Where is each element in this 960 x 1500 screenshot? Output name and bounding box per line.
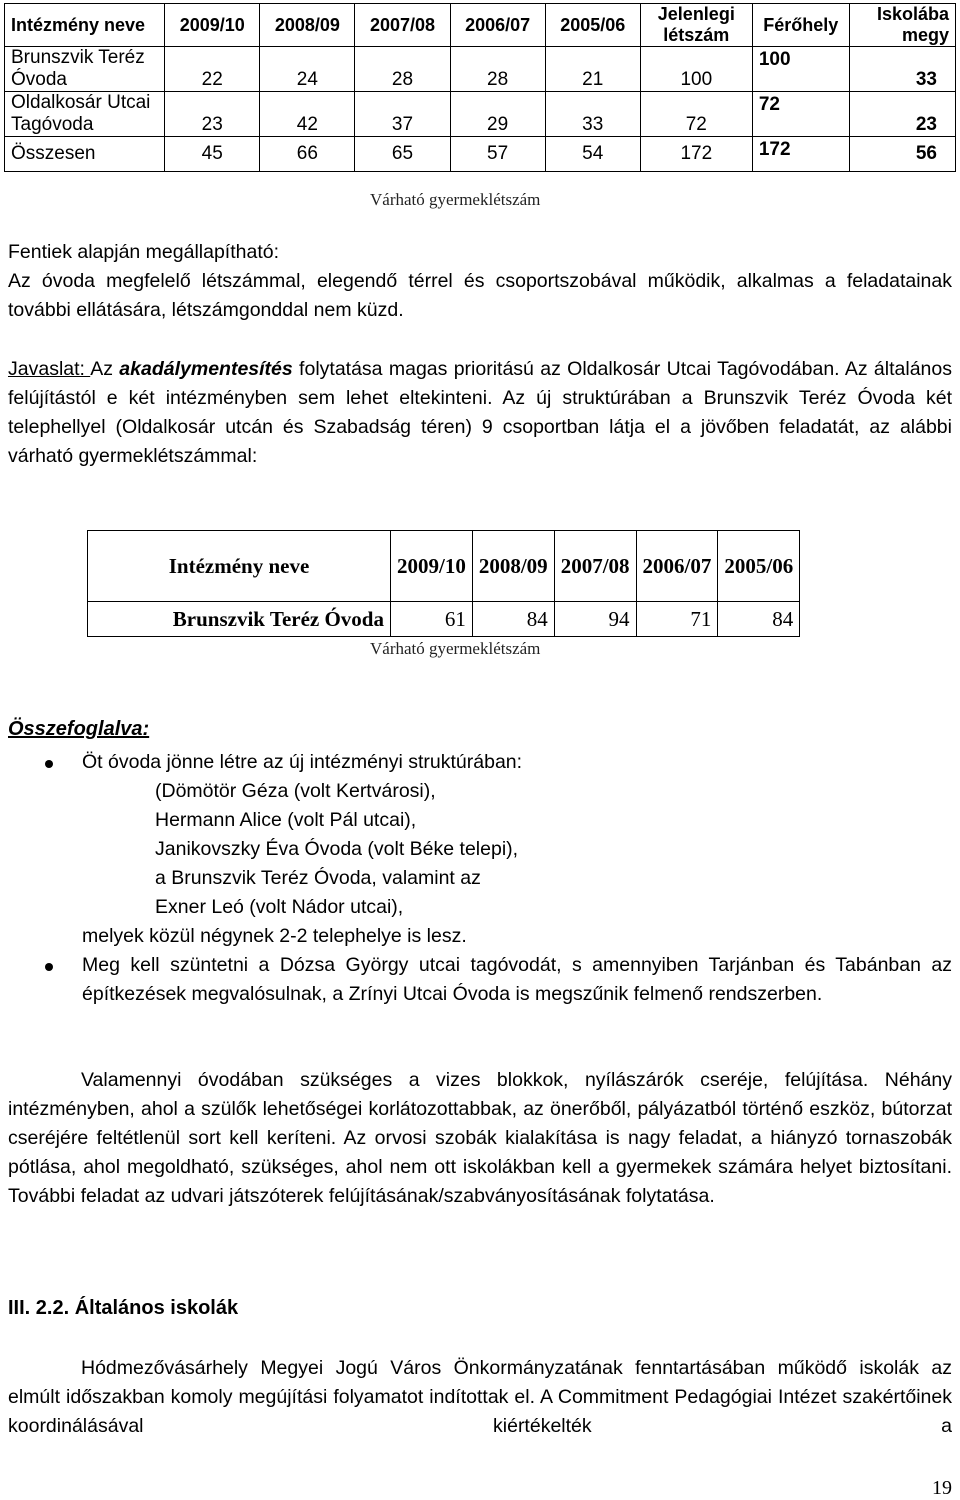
header-cell: 2005/06 — [545, 4, 640, 47]
proposal-text: folytatása magas prioritású az Oldalkosár Utcai Tagóvodában. Az általános felújítástól e két intézményben sem lehet eltekinteni. Az új struktúrában a Brunszvik Teréz Óvoda két telephellyel (Oldalkosár utcán és Szabadság téren) 9 csoportban látja el a jövőben feladatát, az alábbi várható gyermeklétszámmal: — [8, 358, 952, 467]
header-cell: 2006/07 — [450, 4, 545, 47]
header-cell: 2007/08 — [355, 4, 450, 47]
table-row — [88, 602, 800, 637]
value-cell: 65 — [355, 137, 450, 172]
value-cell: 72 — [640, 92, 752, 137]
projected-enrollment-table — [87, 530, 800, 637]
table-caption: Várható gyermeklétszám — [370, 639, 541, 658]
table-row-total — [5, 137, 956, 172]
bullet-icon — [45, 760, 53, 768]
value-cell: 23 — [165, 92, 260, 137]
value-cell: 94 — [554, 602, 636, 637]
institution-name-cell: Összesen — [5, 137, 165, 172]
value-cell: 29 — [450, 92, 545, 137]
table-header-row — [5, 4, 956, 47]
name-line: Oldalkosár Utcai — [11, 92, 151, 113]
header-cell: Férőhely — [752, 4, 849, 47]
table-row — [5, 92, 956, 137]
header-cell: 2008/09 — [472, 531, 554, 602]
value-cell: 100 — [640, 47, 752, 92]
nested-list — [82, 777, 522, 922]
value-cell: 42 — [260, 92, 355, 137]
value-cell: 28 — [450, 47, 545, 92]
name-line: Óvoda — [11, 69, 67, 90]
value-cell: 28 — [355, 47, 450, 92]
header-cell: 2009/10 — [391, 531, 473, 602]
page-number: 19 — [932, 1477, 952, 1499]
value-cell: 37 — [355, 92, 450, 137]
list-item: (Dömötör Géza (volt Kertvárosi), — [155, 780, 436, 802]
header-cell: Intézmény neve — [5, 4, 165, 47]
header-cell: 2009/10 — [165, 4, 260, 47]
value-cell: 54 — [545, 137, 640, 172]
header-cell: Jelenlegi létszám — [640, 4, 752, 47]
paragraph-schools: Hódmezővásárhely Megyei Jogú Város Önkormányzatának fenntartásában működő iskolák az elmúlt időszakban komoly megújítási folyamatot indítottak el. A Commitment Pedagógiai Intézet szakértőinek koordinálásával kiértékelték a — [8, 1357, 952, 1437]
value-cell: 61 — [391, 602, 473, 637]
paragraph-findings — [8, 238, 952, 325]
summary-bullet-2: Meg kell szüntetni a Dózsa György utcai tagóvodát, s amennyiben Tarjánban és Tabánban az építkezések megvalósulnak, a Zrínyi Utcai Óvoda is megszűnik felmenő rendszerben. — [82, 954, 952, 1005]
paragraph-renovation: Valamennyi óvodában szükséges a vizes blokkok, nyílászárók cseréje, felújítása. Néhány intézményben, ahol a szülők lehetőségei korlátozottabbak, az önerőből, pályázatból történő eszköz, bútorzat cseréjére feltétlenül sort kell keríteni. Az orvosi szobák kialakítása is nagy feladat, a hiányzó tornaszobák pótlása, ahol megoldható, szükséges, ahol nem ott iskolákban kell a gyermekek számára helyet biztosítani. További feladat az udvari játszóterek felújításának/szabványosításának folytatása. — [8, 1069, 952, 1207]
table-row — [5, 47, 956, 92]
institution-name-cell — [5, 47, 165, 92]
paragraph-proposal — [8, 355, 952, 471]
value-cell: 33 — [545, 92, 640, 137]
name-line: Tagóvoda — [11, 114, 94, 135]
findings-intro: Fentiek alapján megállapítható: — [8, 241, 280, 263]
value-cell: 45 — [165, 137, 260, 172]
list-item: Janikovszky Éva Óvoda (volt Béke telepi), — [155, 838, 519, 860]
bullet-text-end: melyek közül négynek 2-2 telephelye is lesz. — [82, 925, 467, 947]
list-item: Hermann Alice (volt Pál utcai), — [155, 809, 417, 831]
summary-bullet-1 — [82, 748, 522, 951]
value-cell: 21 — [545, 47, 640, 92]
header-cell: 2005/06 — [718, 531, 800, 602]
table-caption: Várható gyermeklétszám — [370, 190, 541, 209]
school-cell: 23 — [849, 92, 955, 137]
school-cell: 33 — [849, 47, 955, 92]
kindergarten-stats-table — [4, 3, 956, 172]
value-cell: 57 — [450, 137, 545, 172]
capacity-cell: 172 — [752, 137, 849, 172]
value-cell: 84 — [472, 602, 554, 637]
section-heading: III. 2.2. Általános iskolák — [8, 1297, 239, 1319]
value-cell: 22 — [165, 47, 260, 92]
header-cell: Iskolába megy — [849, 4, 955, 47]
list-item: a Brunszvik Teréz Óvoda, valamint az — [155, 867, 481, 889]
header-cell: 2007/08 — [554, 531, 636, 602]
bullet-text: Öt óvoda jönne létre az új intézményi struktúrában: — [82, 751, 523, 773]
proposal-text-start: Az — [90, 358, 120, 380]
value-cell: 24 — [260, 47, 355, 92]
header-cell: 2008/09 — [260, 4, 355, 47]
capacity-cell: 100 — [752, 47, 849, 92]
header-cell: Intézmény neve — [88, 531, 391, 602]
institution-name-cell — [5, 92, 165, 137]
value-cell: 66 — [260, 137, 355, 172]
value-cell: 172 — [640, 137, 752, 172]
proposal-emphasis: akadálymentesítés — [119, 358, 293, 380]
table-header-row — [88, 531, 800, 602]
proposal-label: Javaslat: — [8, 358, 91, 380]
list-item: Exner Leó (volt Nádor utcai), — [155, 896, 404, 918]
value-cell: 84 — [718, 602, 800, 637]
institution-name-cell: Brunszvik Teréz Óvoda — [88, 602, 391, 637]
name-line: Brunszvik Teréz — [11, 47, 145, 68]
bullet-icon — [45, 963, 53, 971]
summary-title: Összefoglalva: — [8, 718, 150, 740]
value-cell: 71 — [636, 602, 718, 637]
header-cell: 2006/07 — [636, 531, 718, 602]
capacity-cell: 72 — [752, 92, 849, 137]
school-cell: 56 — [849, 137, 955, 172]
findings-body: Az óvoda megfelelő létszámmal, elegendő térrel és csoportszobával működik, alkalmas a feladatainak további ellátására, létszámgonddal nem küzd. — [8, 270, 952, 321]
